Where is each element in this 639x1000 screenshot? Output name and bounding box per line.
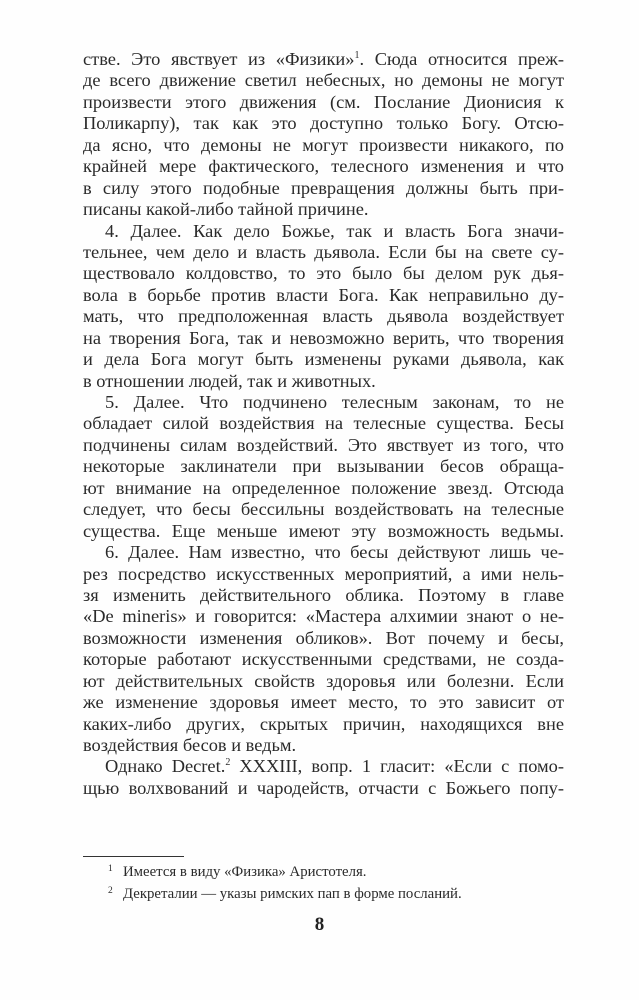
text-line [83,585,564,606]
text-line [83,135,564,156]
body-text [83,49,564,799]
text-line-content [83,692,564,713]
text-line-content [83,135,564,156]
text-line-content [83,349,564,370]
text-line [83,499,564,520]
text-line-content [83,413,564,434]
footnote-separator [83,856,184,857]
text-run: писаны какой-либо тайной причине. [83,199,369,220]
page-number: 8 [314,914,325,935]
text-run: XXXIII, вопр. 1 гласит: «Если с помо- [230,756,564,777]
text-line-content [83,671,564,692]
text-run: 5. Далее. Что подчинено телесным законам, то не [105,392,564,412]
text-line-content [83,306,564,327]
text-line [83,714,564,735]
text-run: рез посредство искусственных мероприятий, а ими нель- [83,563,564,584]
text-line [83,542,564,563]
text-run: . Сюда относится преж- [359,49,565,69]
text-line [83,778,564,799]
text-line [83,92,564,113]
text-line [83,371,564,392]
text-run: стве. Это явствует из «Физики» [83,49,355,69]
text-line-content [105,542,564,563]
text-line-content [83,649,564,670]
footnote-1 [108,862,548,884]
text-run: 4. Далее. Как дело Божье, так и власть Бога значи- [105,220,564,241]
text-line-content [83,49,564,70]
text-run: и дела Бога могут быть изменены руками дьявола, как [83,349,564,370]
text-line-content [83,585,564,606]
text-line [83,671,564,692]
text-run: «De mineris» и говорится: «Мастера алхимии знают о не- [83,606,564,627]
text-line [83,178,564,199]
footnote-text: Имеется в виду «Физика» Аристотеля. [123,864,367,880]
text-line [83,221,564,242]
text-line [83,521,564,542]
text-run: мать, что предположенная власть дьявола воздействует [83,306,564,327]
text-run: ют действительных свойств здоровья или болезни. Если [83,670,564,691]
footnote-2 [108,884,548,906]
footnote-number: 2 [108,886,113,896]
text-line [83,564,564,585]
text-line-content [105,756,564,777]
text-run: Однако Decret. [105,756,226,777]
text-line-content [83,778,564,799]
text-line [83,478,564,499]
text-line [83,435,564,456]
text-line-content [83,456,564,477]
text-line-content [83,156,564,177]
text-run: щью волхвований и чародейств, отчасти с Божьего попу- [83,777,564,798]
text-run: вола в борьбе против власти Бога. Как неправильно ду- [83,284,564,305]
text-line [83,113,564,134]
footnote-number: 1 [108,864,113,874]
text-line [83,328,564,349]
text-run: крайней мере фактического, телесного изменения и что [83,156,564,177]
text-line-content [83,606,564,627]
text-line-content [83,371,564,392]
text-line-content [83,735,564,756]
text-line-content [83,521,564,542]
footnote-text: Декреталии — указы римских пап в форме посланий. [123,886,462,902]
text-run: да ясно, что демоны не могут произвести никакого, по [83,134,564,155]
text-run: Поликарпу), так как это доступно только Богу. Отсю- [83,113,564,134]
text-line-content [83,199,564,220]
text-run: ют внимание на определенное положение звезд. Отсюда [83,477,564,498]
text-line-content [83,92,564,113]
footnote-reference[interactable]: 2 [225,757,231,769]
text-line [83,628,564,649]
text-line-content [105,221,564,242]
text-line [83,392,564,413]
text-run: на творения Бога, так и невозможно верить, что творения [83,327,564,348]
text-run: зя изменить действительного облика. Поэтому в главе [83,584,564,605]
footnote-reference[interactable]: 1 [354,50,360,61]
text-run: в отношении людей, так и животных. [83,370,376,391]
text-run: некоторые заклинатели при вызывании бесов обраща- [83,456,564,477]
text-line-content [83,178,564,199]
text-run: существа. Еще меньше имеют эту возможность ведьмы. [83,520,564,541]
text-line-content [105,392,564,413]
text-line-content [83,714,564,735]
text-line-content [83,628,564,649]
text-run: ществовало колдовство, то это было бы делом рук дья- [83,263,564,284]
text-run: же изменение здоровья имеет место, то это зависит от [83,692,564,713]
text-run: 6. Далее. Нам известно, что бесы действуют лишь че- [105,542,564,563]
text-line-content [83,285,564,306]
text-line-content [83,113,564,134]
footnotes [108,862,548,906]
text-line [83,692,564,713]
text-run: подчинены силам воздействий. Это явствует из того, что [83,434,564,455]
text-line [83,349,564,370]
text-line [83,456,564,477]
text-line [83,306,564,327]
text-run: каких-либо других, скрытых причин, находящихся вне [83,713,564,734]
text-line [83,199,564,220]
text-run: в силу этого подобные превращения должны быть при- [83,177,564,198]
text-run: тельнее, чем дело и власть дьявола. Если бы на свете су- [83,241,564,262]
text-line [83,756,564,777]
text-run: произвести этого движения (см. Послание Дионисия к [83,91,564,112]
text-run: возможности изменения обликов». Вот почему и бесы, [83,627,564,648]
text-run: следует, что бесы бессильны воздействовать на телесные [83,499,564,520]
text-line [83,649,564,670]
text-line [83,70,564,91]
text-run: де всего движение светил небесных, но демоны не могут [83,70,564,91]
text-line [83,413,564,434]
text-line-content [83,564,564,585]
text-run: воздействия бесов и ведьм. [83,735,297,755]
text-line-content [83,328,564,349]
text-line [83,156,564,177]
text-line-content [83,435,564,456]
text-run: которые работают искусственными средствами, не созда- [83,649,564,670]
text-line [83,242,564,263]
text-line-content [83,242,564,263]
text-line-content [83,478,564,499]
text-run: обладает силой воздействия на телесные существа. Бесы [83,413,564,434]
text-line-content [83,70,564,91]
text-line [83,606,564,627]
text-line [83,49,564,70]
text-line-content [83,263,564,284]
text-line [83,735,564,756]
text-line-content [83,499,564,520]
text-line [83,285,564,306]
text-line [83,263,564,284]
